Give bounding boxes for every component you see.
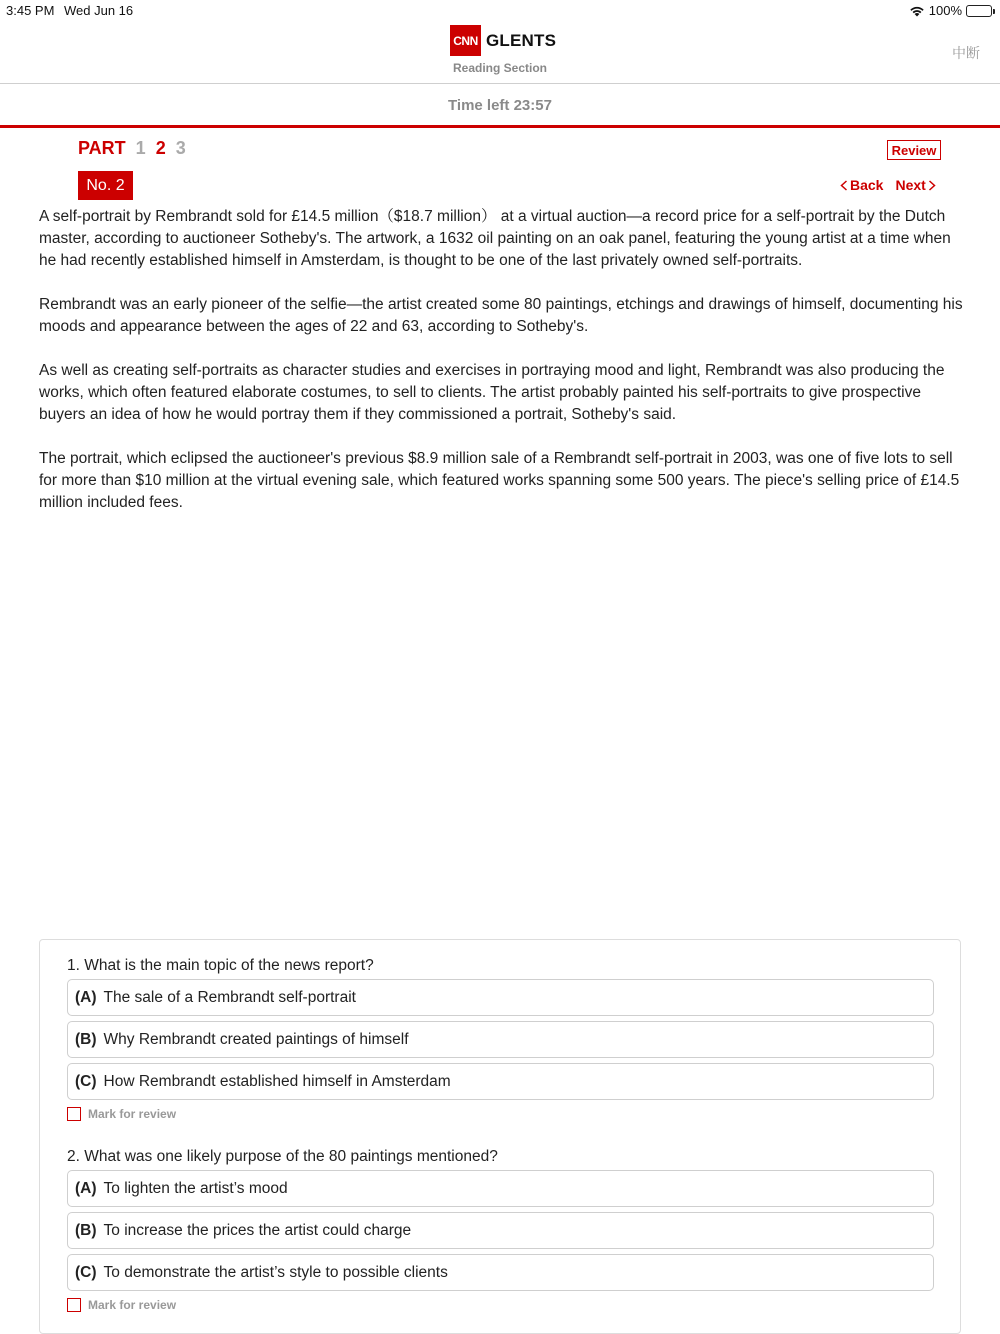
passage-paragraph: Rembrandt was an early pioneer of the selfie—the artist created some 80 paintings, etchings and drawings of himself, documenting his moods and appearance between the ages of 22 and 63, according to Sotheby's. [39,296,963,335]
question-nav [840,177,936,193]
option-a[interactable] [67,979,934,1016]
back-button[interactable] [840,177,883,193]
battery-icon [966,5,992,17]
reading-passage [39,206,964,536]
option-text: To demonstrate the artist’s style to possible clients [103,1263,448,1281]
part-3-tab[interactable]: 3 [175,138,186,158]
next-label: Next [895,177,926,193]
passage-paragraph: As well as creating self-portraits as character studies and exercises in portraying mood and light, Rembrandt was also producing the works, which often featured elaborate costumes, to sell to clients. The artist probably painted his self-portraits to give prospective buyers an idea of how he would portray them if they commissioned a portrait, Sotheby's said. [39,362,945,423]
status-bar [0,0,1000,22]
status-time: 3:45 PM [6,3,55,18]
brand [450,25,556,56]
part-label: PART [78,138,126,158]
time-left: Time left 23:57 [448,97,552,114]
option-c[interactable] [67,1254,934,1291]
option-a[interactable] [67,1170,934,1207]
mark-for-review-2[interactable] [67,1298,934,1312]
part-2-tab[interactable]: 2 [155,138,166,158]
option-text: To increase the prices the artist could charge [103,1221,412,1239]
review-button[interactable]: Review [887,140,941,160]
option-letter: (A) [75,988,97,1006]
timer-bar [0,85,1000,128]
back-label: Back [850,177,884,193]
wifi-icon [909,5,925,17]
passage-paragraph: The portrait, which eclipsed the auctioneer's previous $8.9 million sale of a Rembrandt self-portrait in 2003, was one of five lots to sell for more than $10 million at the virtual evening sale, which featured works spanning some 500 years. The piece's selling price of £14.5 million included fees. [39,450,960,511]
option-text: The sale of a Rembrandt self-portrait [103,988,356,1006]
mark-review-label: Mark for review [88,1298,177,1312]
question-1 [67,953,934,1121]
quit-button[interactable]: 中断 [952,45,980,61]
brand-name: GLENTS [486,30,557,50]
part-1-tab[interactable]: 1 [135,138,146,158]
status-right [909,3,992,18]
option-text: How Rembrandt established himself in Amsterdam [103,1072,451,1090]
option-letter: (A) [75,1179,97,1197]
mark-review-checkbox[interactable] [67,1298,81,1312]
option-letter: (B) [75,1030,97,1048]
mark-review-checkbox[interactable] [67,1107,81,1121]
chevron-right-icon [928,180,936,191]
passage-paragraph: A self-portrait by Rembrandt sold for £14.5 million（$18.7 million） at a virtual auction—a record price for a self-portrait by the Dutch master, according to auctioneer Sotheby's. The artwork, a 1632 oil painting on an oak panel, featuring the young artist at a time when he had recently established himself in Amsterdam, is thought to be one of the last privately owned self-portraits. [39,208,951,269]
option-b[interactable] [67,1212,934,1249]
option-letter: (C) [75,1263,97,1281]
question-text: 1. What is the main topic of the news report? [67,957,374,974]
option-text: To lighten the artist’s mood [103,1179,288,1197]
next-button[interactable] [895,177,935,193]
question-number-badge: No. 2 [78,171,133,200]
question-2 [67,1144,934,1312]
questions-panel [39,939,961,1334]
chevron-left-icon [840,180,848,191]
mark-review-label: Mark for review [88,1107,177,1121]
app-header [0,22,1000,84]
option-letter: (B) [75,1221,97,1239]
option-b[interactable] [67,1021,934,1058]
part-selector [78,138,186,159]
cnn-logo: CNN [450,25,481,56]
battery-percent: 100% [928,3,962,18]
option-letter: (C) [75,1072,97,1090]
section-title: Reading Section [452,61,547,75]
status-date: Wed Jun 16 [64,3,134,18]
option-c[interactable] [67,1063,934,1100]
question-text: 2. What was one likely purpose of the 80 paintings mentioned? [67,1148,498,1165]
option-text: Why Rembrandt created paintings of himself [103,1030,409,1048]
mark-for-review-1[interactable] [67,1107,934,1121]
